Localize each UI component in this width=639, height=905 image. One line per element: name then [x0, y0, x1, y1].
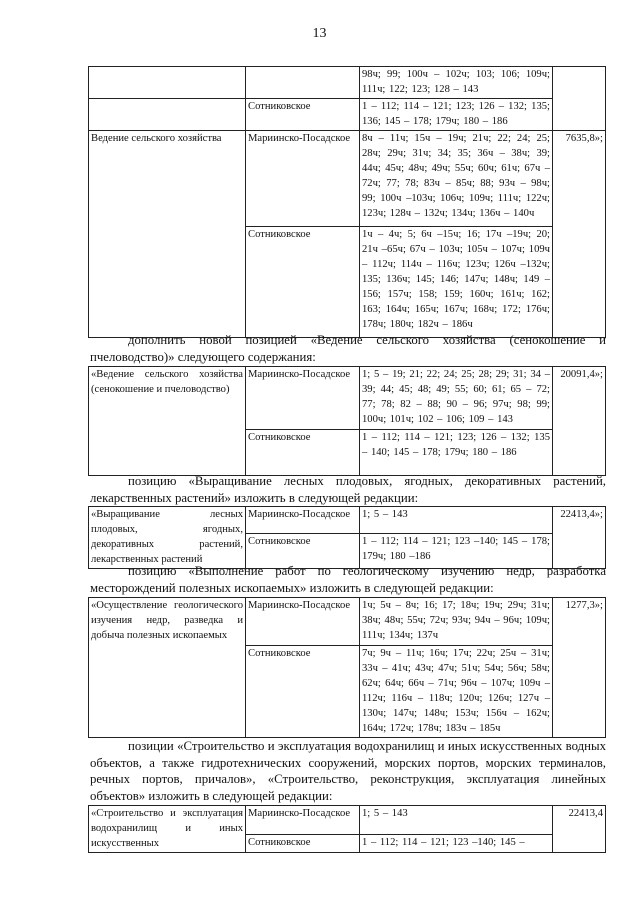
- district-cell: Мариинско-Посадское: [246, 367, 360, 430]
- table-row: [89, 99, 606, 131]
- quarters-cell: 1; 5 – 143: [360, 507, 553, 534]
- district-cell: Мариинско-Посадское: [246, 507, 360, 534]
- activity-cell: «Ведение сельского хозяйства (сенокошение и пчеловодство): [89, 367, 246, 476]
- area-cell: 22413,4: [553, 806, 606, 853]
- table-row: [89, 806, 606, 835]
- district-cell: Сотниковское: [246, 835, 360, 853]
- amendment-paragraph: позиции «Строительство и эксплуатация водохранилищ и иных искусственных водных объектов, а также гидротехнических сооружений, морских портов, морских терминалов, речных портов, причалов», «Строительство, реконструкция, эксплуатация линейных объектов» изложить в следующей редакции:: [90, 739, 606, 803]
- quarters-cell: 1ч; 5ч – 8ч; 16; 17; 18ч; 19ч; 29ч; 31ч; 38ч; 48ч; 55ч; 72ч; 93ч; 94ч – 96ч; 109ч; 111ч; 134ч; 137ч: [360, 598, 553, 646]
- district-cell: Сотниковское: [246, 533, 360, 568]
- quarters-cell: 1 – 112; 114 – 121; 123 –140; 145 – 178; 179ч; 180 –186: [360, 533, 553, 568]
- activity-cell: [89, 67, 246, 99]
- district-cell: Сотниковское: [246, 99, 360, 131]
- forestry-table-continuation: [88, 66, 606, 338]
- quarters-cell: 1 – 112; 114 – 121; 123 –140; 145 –: [360, 835, 553, 853]
- amendment-paragraph: позицию «Выполнение работ по геологическому изучению недр, разработка месторождений полезных ископаемых» изложить в следующей редакции:: [90, 564, 606, 595]
- area-cell: 22413,4»;: [553, 507, 606, 569]
- activity-cell: «Выращивание лесных плодовых, ягодных, декоративных растений, лекарственных растений: [89, 507, 246, 569]
- geology-table: [88, 597, 606, 738]
- quarters-cell: 7ч; 9ч – 11ч; 16ч; 17ч; 22ч; 25ч – 31ч; 33ч – 41ч; 43ч; 47ч; 51ч; 54ч; 56ч; 58ч; 62ч; 64ч; 66ч – 71ч; 96ч – 107ч; 109ч – 112ч; 116ч – 118ч; 120ч; 126ч; 127ч – 130ч; 147ч; 148ч; 153ч; 156ч – 162ч; 164ч; 172ч; 178ч; 183ч – 185ч: [360, 646, 553, 738]
- quarters-cell: 1 – 112; 114 – 121; 123; 126 – 132; 135 – 140; 145 – 178; 179ч; 180 – 186: [360, 430, 553, 476]
- reservoir-construction-table: [88, 805, 606, 853]
- district-cell: Мариинско-Посадское: [246, 598, 360, 646]
- amendment-paragraph: дополнить новой позицией «Ведение сельского хозяйства (сенокошение и пчеловодство)» следующего содержания:: [90, 333, 606, 364]
- quarters-cell: 8ч – 11ч; 15ч – 19ч; 21ч; 22; 24; 25; 28ч; 29ч; 31ч; 34; 35; 36ч – 38ч; 39; 44ч; 45ч; 48ч; 49ч; 55ч; 60ч; 61ч; 67ч – 72ч; 77; 78; 83ч – 85ч; 88; 93ч – 98ч; 99; 100ч –103ч; 106ч; 109ч; 111ч; 122ч; 123ч; 128ч – 132ч; 134ч; 136ч – 140ч: [360, 131, 553, 227]
- amendment-paragraph: позицию «Выращивание лесных плодовых, ягодных, декоративных растений, лекарственных растений» изложить в следующей редакции:: [90, 474, 606, 505]
- activity-cell: Ведение сельского хозяйства: [89, 131, 246, 338]
- area-cell: 7635,8»;: [553, 131, 606, 338]
- district-cell: Сотниковское: [246, 430, 360, 476]
- table-row: [89, 67, 606, 99]
- district-cell: Мариинско-Посадское: [246, 806, 360, 835]
- activity-cell: «Осуществление геологического изучения недр, разведка и добыча полезных ископаемых: [89, 598, 246, 738]
- quarters-cell: 98ч; 99; 100ч – 102ч; 103; 106; 109ч; 111ч; 122; 123; 128 – 143: [360, 67, 553, 99]
- activity-cell: [89, 99, 246, 131]
- area-cell: 1277,3»;: [553, 598, 606, 738]
- quarters-cell: 1 – 112; 114 – 121; 123; 126 – 132; 135; 136; 145 – 178; 179ч; 180 – 186: [360, 99, 553, 131]
- district-cell: Сотниковское: [246, 646, 360, 738]
- table-row: [89, 131, 606, 227]
- quarters-cell: 1ч – 4ч; 5; 6ч –15ч; 16; 17ч –19ч; 20; 21ч –65ч; 67ч – 103ч; 105ч – 107ч; 109ч – 112ч; 114ч – 116ч; 123ч; 126ч –132ч; 135; 136ч; 145; 146; 147ч; 148ч; 149 – 156; 157ч; 158; 159; 160ч; 161ч; 162; 163; 164ч; 165ч; 167ч; 168ч; 172; 176ч; 178ч; 180ч; 182ч – 186ч: [360, 227, 553, 338]
- district-cell: [246, 67, 360, 99]
- quarters-cell: 1; 5 – 143: [360, 806, 553, 835]
- district-cell: Мариинско-Посадское: [246, 131, 360, 227]
- plant-growing-table: [88, 506, 606, 569]
- area-cell: [553, 67, 606, 131]
- table-row: [89, 367, 606, 430]
- quarters-cell: 1; 5 – 19; 21; 22; 24; 25; 28; 29; 31; 34 – 39; 44; 45; 48; 49; 55; 60; 61; 65 – 72; 77; 78; 82 – 88; 90 – 96; 97ч; 98; 99; 100ч; 101ч; 102 – 106; 109 – 143: [360, 367, 553, 430]
- area-cell: 20091,4»;: [553, 367, 606, 476]
- table-row: [89, 598, 606, 646]
- page-number: 13: [312, 26, 327, 41]
- district-cell: Сотниковское: [246, 227, 360, 338]
- activity-cell: «Строительство и эксплуатация водохранилищ и иных искусственных: [89, 806, 246, 853]
- haymaking-beekeeping-table: [88, 366, 606, 476]
- table-row: [89, 507, 606, 534]
